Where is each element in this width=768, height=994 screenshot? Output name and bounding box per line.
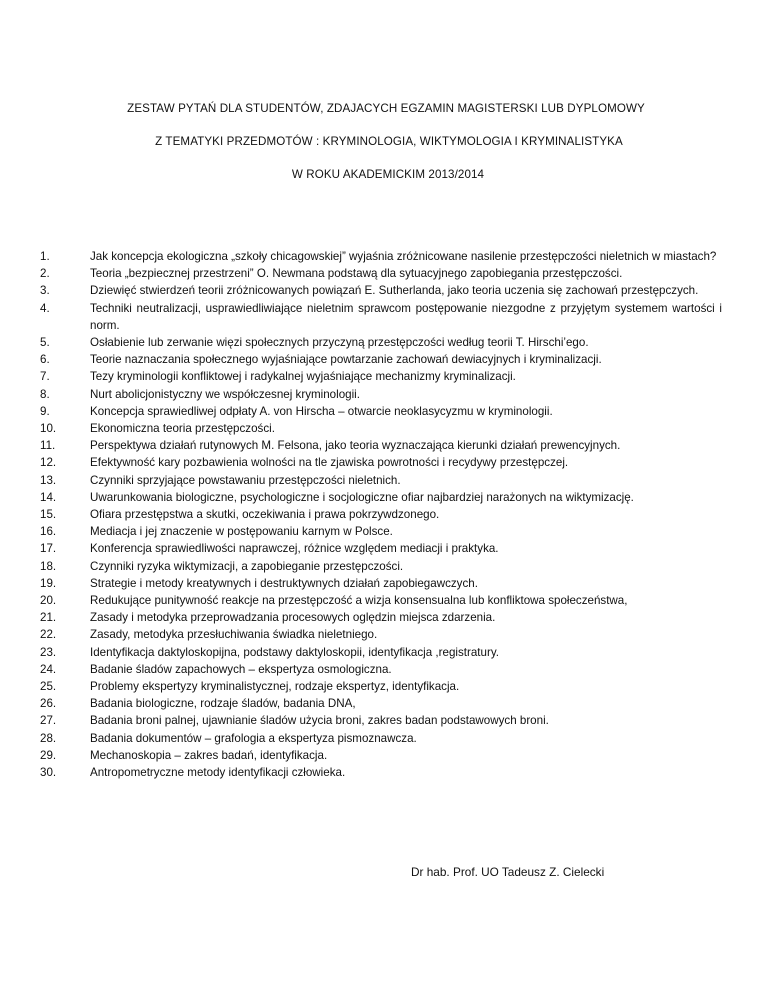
question-item bbox=[0, 368, 768, 385]
question-text: Nurt abolicjonistyczny we współczesnej kryminologii. bbox=[90, 387, 360, 401]
header-subject: Z TEMATYKI PRZEDMOTÓW : KRYMINOLOGIA, WIKTYMOLOGIA I KRYMINALISTYKA bbox=[155, 135, 623, 148]
question-item bbox=[0, 712, 768, 729]
question-text: Efektywność kary pozbawienia wolności na tle zjawiska powrotności i recydywy przestępczej. bbox=[90, 456, 569, 470]
question-number: 26. bbox=[40, 697, 57, 711]
question-text: Jak koncepcja ekologiczna „szkoły chicagowskiej” wyjaśnia zróżnicowane nasilenie przestępczości nieletnich w miastach? bbox=[90, 250, 717, 263]
question-number: 30. bbox=[40, 766, 57, 780]
question-item bbox=[0, 282, 768, 299]
question-item bbox=[0, 730, 768, 747]
question-item bbox=[0, 626, 768, 643]
document-header bbox=[0, 102, 768, 182]
question-item bbox=[0, 248, 768, 265]
question-item bbox=[0, 592, 768, 609]
question-number: 14. bbox=[40, 490, 57, 504]
question-number: 22. bbox=[40, 628, 57, 642]
question-text: Konferencja sprawiedliwości naprawczej, różnice względem mediacji i praktyka. bbox=[90, 542, 499, 556]
question-text: Problemy ekspertyzy kryminalistycznej, rodzaje ekspertyz, identyfikacja. bbox=[90, 680, 460, 694]
question-text: Mechanoskopia – zakres badań, identyfikacja. bbox=[90, 748, 328, 762]
question-text: Osłabienie lub zerwanie więzi społecznych przyczyną przestępczości według teorii T. Hirschi’ego. bbox=[90, 336, 589, 350]
question-text: Redukujące punitywność reakcje na przestępczość a wizja konsensualna lub konfliktowa społeczeństwa, bbox=[90, 594, 628, 608]
question-item bbox=[0, 334, 768, 351]
question-item bbox=[0, 386, 768, 403]
question-item bbox=[0, 472, 768, 489]
signature: Dr hab. Prof. UO Tadeusz Z. Cielecki bbox=[411, 865, 605, 879]
question-number: 20. bbox=[40, 594, 57, 608]
question-item bbox=[0, 609, 768, 626]
question-text: Zasady i metodyka przeprowadzania procesowych oględzin miejsca zdarzenia. bbox=[90, 611, 496, 625]
question-item bbox=[0, 403, 768, 420]
question-item bbox=[0, 558, 768, 575]
question-item bbox=[0, 523, 768, 540]
question-item bbox=[0, 540, 768, 557]
question-item bbox=[0, 678, 768, 695]
question-number: 25. bbox=[40, 680, 57, 694]
question-item bbox=[0, 764, 768, 781]
question-text: Uwarunkowania biologiczne, psychologiczne i socjologiczne ofiar najbardziej narażonych na wiktymizację. bbox=[90, 490, 634, 504]
question-text: Techniki neutralizacji, usprawiedliwiające nieletnim sprawcom postępowanie niezgodne z przyjętym systemem wartości i norm. bbox=[90, 301, 722, 332]
question-text: Tezy kryminologii konfliktowej i radykalnej wyjaśniające mechanizmy kryminalizacji. bbox=[90, 370, 516, 384]
question-text: Ofiara przestępstwa a skutki, oczekiwania i prawa pokrzywdzonego. bbox=[90, 508, 440, 522]
question-text: Teoria „bezpiecznej przestrzeni” O. Newmana podstawą dla sytuacyjnego zapobiegania przestępczości. bbox=[90, 267, 623, 281]
question-item bbox=[0, 454, 768, 471]
question-item bbox=[0, 661, 768, 678]
question-text: Antropometryczne metody identyfikacji człowieka. bbox=[90, 766, 346, 780]
question-number: 11. bbox=[40, 439, 56, 453]
question-text: Perspektywa działań rutynowych M. Felsona, jako teoria wyznaczająca kierunki działań prewencyjnych. bbox=[90, 439, 621, 453]
header-academic-year: W ROKU AKADEMICKIM 2013/2014 bbox=[291, 168, 485, 181]
question-text: Badania biologiczne, rodzaje śladów, badania DNA, bbox=[90, 697, 356, 711]
question-number: 23. bbox=[40, 645, 57, 659]
question-number: 2. bbox=[40, 267, 50, 281]
question-item bbox=[0, 695, 768, 712]
question-text: Badanie śladów zapachowych – ekspertyza osmologiczna. bbox=[90, 662, 392, 676]
question-number: 21. bbox=[40, 611, 57, 625]
question-number: 24. bbox=[40, 662, 57, 676]
question-item bbox=[0, 437, 768, 454]
question-list bbox=[0, 248, 768, 781]
question-item bbox=[0, 420, 768, 437]
question-number: 8. bbox=[40, 387, 50, 401]
question-text: Zasady, metodyka przesłuchiwania świadka nieletniego. bbox=[90, 628, 378, 642]
question-number: 13. bbox=[40, 473, 57, 487]
question-number: 1. bbox=[40, 250, 50, 263]
question-text: Strategie i metody kreatywnych i destruktywnych działań zapobiegawczych. bbox=[90, 576, 478, 590]
question-text: Ekonomiczna teoria przestępczości. bbox=[90, 422, 275, 436]
question-number: 18. bbox=[40, 559, 57, 573]
question-text: Czynniki ryzyka wiktymizacji, a zapobieganie przestępczości. bbox=[90, 559, 404, 573]
question-number: 10. bbox=[40, 422, 57, 436]
question-item bbox=[0, 575, 768, 592]
question-text: Teorie naznaczania społecznego wyjaśniające powtarzanie zachowań dewiacyjnych i kryminalizacji. bbox=[90, 353, 602, 367]
question-text: Koncepcja sprawiedliwej odpłaty A. von Hirscha – otwarcie neoklasycyzmu w kryminologii. bbox=[90, 404, 553, 418]
question-item bbox=[0, 644, 768, 661]
question-item bbox=[0, 747, 768, 764]
question-text: Mediacja i jej znaczenie w postępowaniu karnym w Polsce. bbox=[90, 525, 393, 539]
question-item bbox=[0, 506, 768, 523]
question-text: Badania dokumentów – grafologia a ekspertyza pismoznawcza. bbox=[90, 731, 417, 745]
question-number: 9. bbox=[40, 404, 50, 418]
question-text: Identyfikacja daktyloskopijna, podstawy daktyloskopii, identyfikacja ,registratury. bbox=[90, 645, 499, 659]
header-title: ZESTAW PYTAŃ DLA STUDENTÓW, ZDAJACYCH EGZAMIN MAGISTERSKI LUB DYPLOMOWY bbox=[127, 102, 645, 115]
question-item bbox=[0, 489, 768, 506]
question-number: 6. bbox=[40, 353, 50, 367]
question-number: 19. bbox=[40, 576, 57, 590]
question-text: Dziewięć stwierdzeń teorii zróżnicowanych powiązań E. Sutherlanda, jako teoria uczenia się zachowań przestępczych. bbox=[90, 284, 699, 298]
question-number: 12. bbox=[40, 456, 57, 470]
question-number: 29. bbox=[40, 748, 57, 762]
question-number: 5. bbox=[40, 336, 50, 350]
question-number: 15. bbox=[40, 508, 57, 522]
question-number: 17. bbox=[40, 542, 57, 556]
question-text: Czynniki sprzyjające powstawaniu przestępczości nieletnich. bbox=[90, 473, 401, 487]
question-number: 16. bbox=[40, 525, 57, 539]
question-number: 3. bbox=[40, 284, 50, 298]
question-item bbox=[0, 265, 768, 282]
question-number: 28. bbox=[40, 731, 57, 745]
question-number: 7. bbox=[40, 370, 50, 384]
question-text: Badania broni palnej, ujawnianie śladów użycia broni, zakres badan podstawowych broni. bbox=[90, 714, 549, 728]
question-number: 4. bbox=[40, 301, 50, 315]
question-item bbox=[0, 351, 768, 368]
question-number: 27. bbox=[40, 714, 57, 728]
question-item bbox=[0, 300, 768, 334]
